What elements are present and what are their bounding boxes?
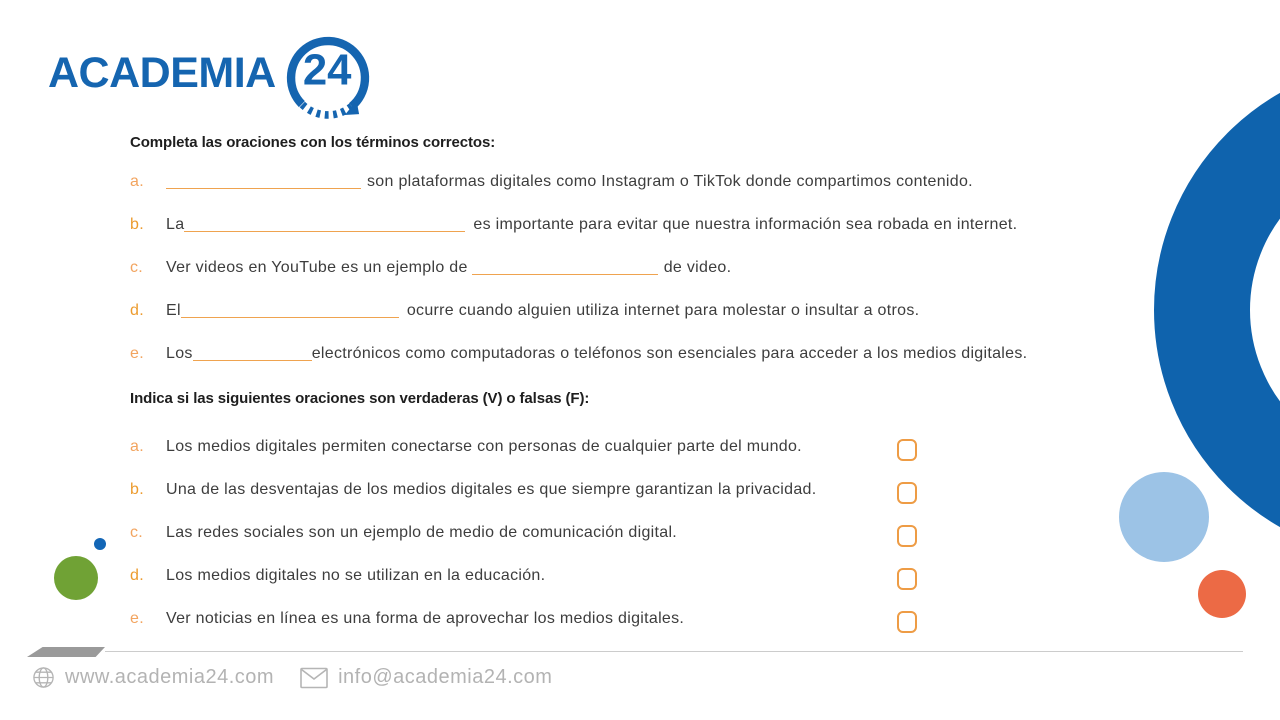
item-letter: e. — [130, 345, 144, 362]
item-text-pre: Ver videos en YouTube es un ejemplo de — [166, 259, 468, 276]
item-text: es importante para evitar que nuestra información sea robada en internet. — [473, 216, 1018, 233]
item-text: ocurre cuando alguien utiliza internet para molestar o insultar a otros. — [406, 302, 920, 319]
decorative-circle-coral — [1198, 570, 1246, 618]
item-text-pre: Los — [166, 345, 193, 362]
item-letter: d. — [130, 567, 144, 584]
item-letter: d. — [130, 302, 144, 319]
exercise1-title: Completa las oraciones con los términos correctos: — [130, 134, 496, 151]
globe-icon — [32, 666, 55, 689]
footer-contact — [32, 666, 552, 689]
item-letter: b. — [130, 216, 144, 233]
footer-website-link[interactable]: www.academia24.com — [65, 666, 275, 688]
answer-blank[interactable] — [193, 347, 312, 361]
true-false-item-c — [130, 522, 1090, 565]
exercise1-list — [130, 170, 1090, 385]
true-false-checkbox[interactable] — [897, 525, 917, 547]
item-text: Los medios digitales permiten conectarse con personas de cualquier parte del mundo. — [166, 438, 802, 455]
answer-blank[interactable] — [166, 175, 361, 189]
exercise2-title: Indica si las siguientes oraciones son verdaderas (V) o falsas (F): — [130, 390, 590, 407]
true-false-item-d — [130, 565, 1090, 608]
fill-blank-item-e — [130, 342, 1090, 385]
true-false-item-b — [130, 479, 1090, 522]
svg-text:24: 24 — [302, 45, 352, 95]
clock-24-badge-icon — [286, 36, 370, 120]
answer-blank[interactable] — [181, 304, 399, 318]
item-text: de video. — [663, 259, 732, 276]
envelope-icon — [300, 667, 328, 689]
item-text-pre: El — [166, 302, 181, 319]
true-false-item-a — [130, 436, 1090, 479]
item-text: Ver noticias en línea es una forma de aprovechar los medios digitales. — [166, 610, 685, 627]
answer-blank[interactable] — [472, 261, 658, 275]
exercise2-list — [130, 436, 1090, 651]
fill-blank-item-c — [130, 256, 1090, 299]
decorative-circle-green — [54, 556, 98, 600]
item-text: Las redes sociales son un ejemplo de medio de comunicación digital. — [166, 524, 678, 541]
item-letter: a. — [130, 173, 144, 190]
answer-blank[interactable] — [184, 218, 465, 232]
item-letter: e. — [130, 610, 144, 627]
item-letter: c. — [130, 259, 144, 276]
fill-blank-item-a — [130, 170, 1090, 213]
item-text: electrónicos como computadoras o teléfonos son esenciales para acceder a los medios digitales. — [311, 345, 1028, 362]
true-false-item-e — [130, 608, 1090, 651]
footer-accent-shape — [27, 647, 105, 657]
item-text: Los medios digitales no se utilizan en la educación. — [166, 567, 546, 584]
logo-brand-text: ACADEMIA — [48, 49, 276, 97]
true-false-checkbox[interactable] — [897, 482, 917, 504]
decorative-dot-blue — [94, 538, 106, 550]
decorative-circle-lightblue — [1119, 472, 1209, 562]
item-text-pre: La — [166, 216, 185, 233]
item-letter: b. — [130, 481, 144, 498]
item-letter: c. — [130, 524, 144, 541]
fill-blank-item-d — [130, 299, 1090, 342]
true-false-checkbox[interactable] — [897, 568, 917, 590]
item-letter: a. — [130, 438, 144, 455]
fill-blank-item-b — [130, 213, 1090, 256]
item-text: Una de las desventajas de los medios digitales es que siempre garantizan la privacidad. — [166, 481, 817, 498]
true-false-checkbox[interactable] — [897, 611, 917, 633]
academia24-logo — [48, 36, 370, 120]
footer-email-link[interactable]: info@academia24.com — [338, 666, 553, 688]
footer-divider — [105, 651, 1243, 652]
true-false-checkbox[interactable] — [897, 439, 917, 461]
item-text: son plataformas digitales como Instagram o TikTok donde compartimos contenido. — [367, 173, 973, 190]
